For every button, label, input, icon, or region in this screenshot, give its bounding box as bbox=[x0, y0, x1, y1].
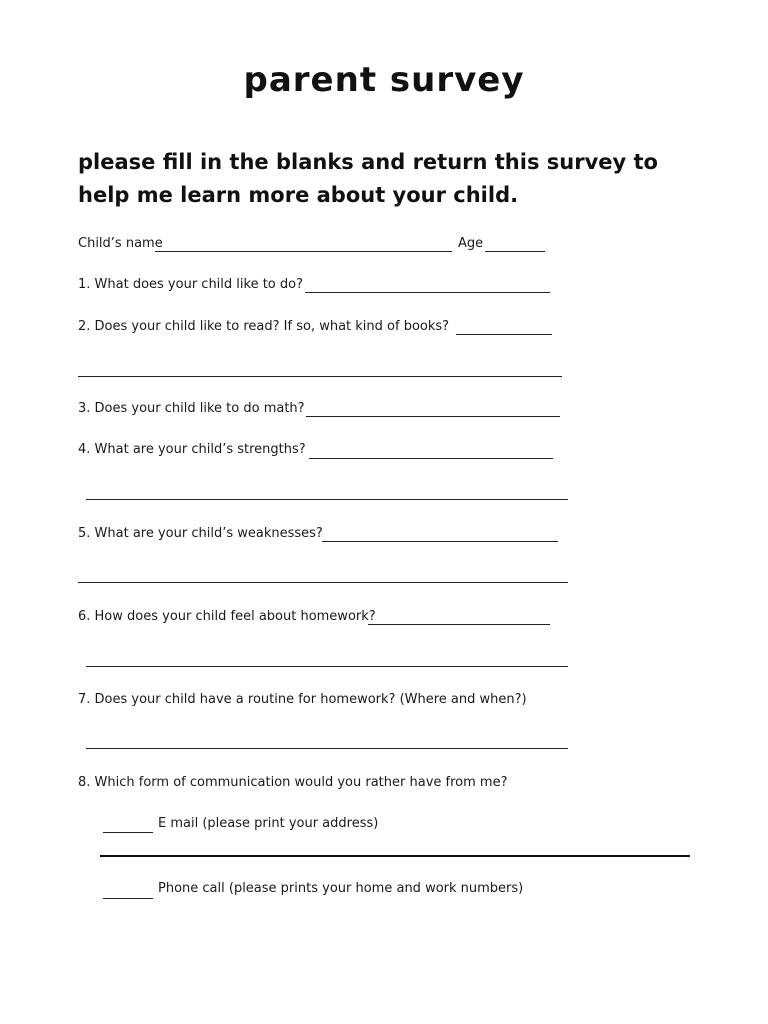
answer-6-line-2[interactable] bbox=[86, 666, 568, 667]
childs-name-label: Child’s name bbox=[78, 236, 163, 251]
page-title: parent survey bbox=[243, 60, 525, 100]
answer-4-blank[interactable] bbox=[309, 458, 553, 459]
answer-6-blank[interactable] bbox=[368, 624, 550, 625]
answer-5-line-2[interactable] bbox=[78, 582, 568, 583]
age-blank[interactable] bbox=[485, 251, 545, 252]
question-7: 7. Does your child have a routine for homework? (Where and when?) bbox=[78, 692, 527, 707]
question-6: 6. How does your child feel about homework? bbox=[78, 609, 376, 624]
age-label: Age bbox=[458, 236, 484, 251]
instructions bbox=[78, 146, 698, 212]
instructions-line-2: help me learn more about your child. bbox=[78, 183, 519, 207]
answer-4-line-2[interactable] bbox=[86, 499, 568, 500]
phone-option-label: Phone call (please prints your home and work numbers) bbox=[158, 881, 524, 896]
answer-3-blank[interactable] bbox=[306, 416, 560, 417]
answer-5-blank[interactable] bbox=[322, 541, 558, 542]
answer-7-line[interactable] bbox=[86, 748, 568, 749]
question-2: 2. Does your child like to read? If so, what kind of books? bbox=[78, 319, 450, 334]
childs-name-blank[interactable] bbox=[155, 251, 452, 252]
question-5: 5. What are your child’s weaknesses? bbox=[78, 526, 323, 541]
question-8: 8. Which form of communication would you rather have from me? bbox=[78, 775, 508, 790]
phone-check-blank[interactable] bbox=[103, 898, 153, 899]
answer-2-line-2[interactable] bbox=[78, 376, 562, 377]
email-address-line[interactable] bbox=[100, 855, 690, 857]
email-check-blank[interactable] bbox=[103, 832, 153, 833]
email-option-label: E mail (please print your address) bbox=[158, 816, 379, 831]
answer-1-blank[interactable] bbox=[305, 292, 550, 293]
instructions-line-1: please fill in the blanks and return this survey to bbox=[78, 150, 658, 174]
question-4: 4. What are your child’s strengths? bbox=[78, 442, 306, 457]
question-1: 1. What does your child like to do? bbox=[78, 277, 303, 292]
question-3: 3. Does your child like to do math? bbox=[78, 401, 305, 416]
answer-2-blank[interactable] bbox=[456, 334, 552, 335]
